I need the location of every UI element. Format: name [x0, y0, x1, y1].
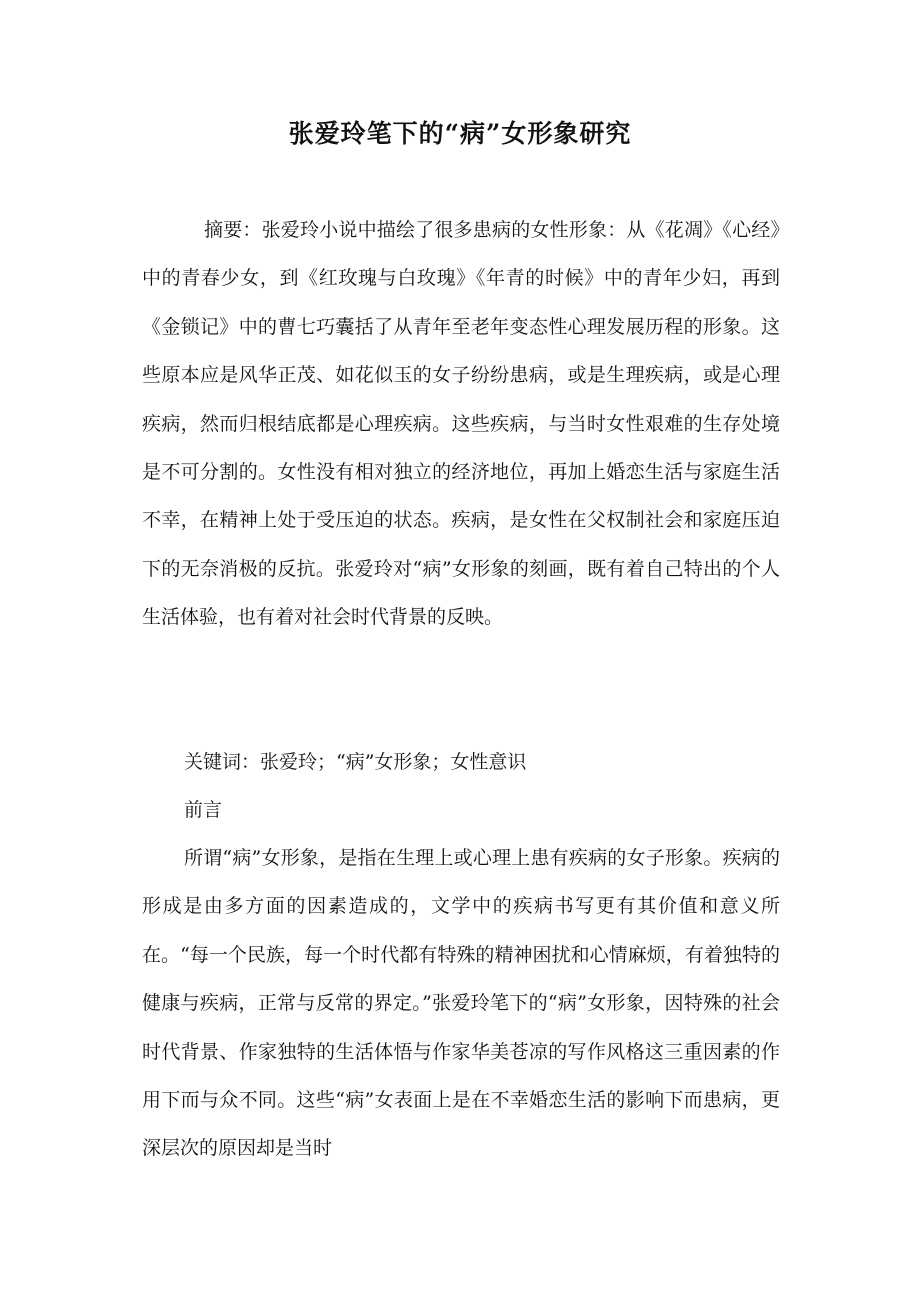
keywords-line: 关键词：张爱玲；“病”女形象；女性意识	[184, 751, 527, 773]
abstract-paragraph: 摘要：张爱玲小说中描绘了很多患病的女性形象：从《花凋》《心经》中的青春少女，到《红玫瑰与白玫瑰》《年青的时候》中的青年少妇，再到《金锁记》中的曹七巧囊括了从青年至老年变态性心理发展历程的形象。这些原本应是风华正茂、如花似玉的女子纷纷患病，或是生理疾病，或是心理疾病，然而归根结底都是心理疾病。这些疾病，与当时女性艰难的生存处境是不可分割的。女性没有相对独立的经济地位，再加上婚恋生活与家庭生活不幸，在精神上处于受压迫的状态。疾病，是女性在父权制社会和家庭压迫下的无奈消极的反抗。张爱玲对“病”女形象的刻画，既有着自己特出的个人生活体验，也有着对社会时代背景的反映。	[142, 219, 780, 629]
intro-paragraph: 所谓“病”女形象，是指在生理上或心理上患有疾病的女子形象。疾病的形成是由多方面的因素造成的，文学中的疾病书写更有其价值和意义所在。“每一个民族，每一个时代都有特殊的精神困扰和心情麻烦，有着独特的健康与疾病，正常与反常的界定。”张爱玲笔下的“病”女形象，因特殊的社会时代背景、作家独特的生活体悟与作家华美苍凉的写作风格这三重因素的作用下而与众不同。这些“病”女表面上是在不幸婚恋生活的影响下而患病，更深层次的原因却是当时	[142, 847, 780, 1160]
preface-heading: 前言	[184, 799, 223, 821]
document-title: 张爱玲笔下的“病”女形象研究	[288, 119, 632, 148]
